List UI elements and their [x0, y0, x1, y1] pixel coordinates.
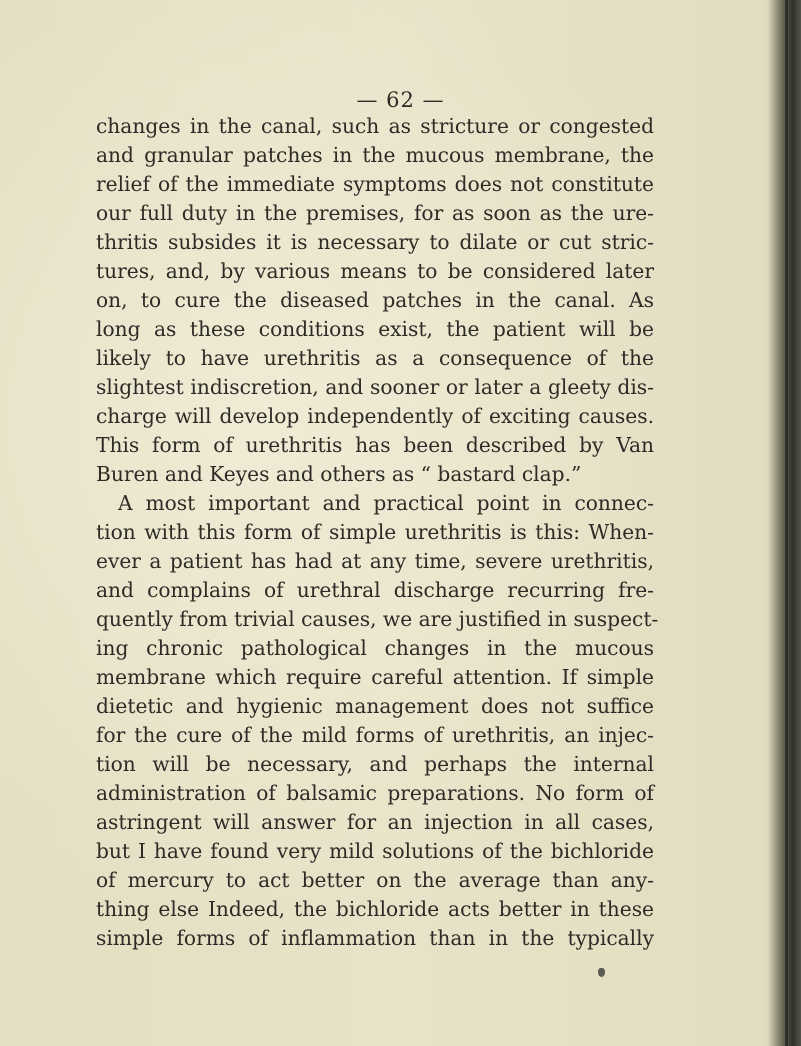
text-line: but I have found very mild solutions of the bichloride	[96, 839, 654, 863]
body-text	[96, 112, 659, 953]
text-line: our full duty in the premises, for as soon as the ure-	[96, 201, 654, 225]
text-line: relief of the immediate symptoms does not constitute	[96, 172, 654, 196]
text-line: likely to have urethritis as a consequence of the	[96, 346, 654, 370]
text-line: charge will develop independently of exciting causes.	[96, 404, 654, 428]
text-line: ever a patient has had at any time, severe urethritis,	[96, 549, 654, 573]
text-line: thing else Indeed, the bichloride acts better in these	[96, 897, 654, 921]
text-line: membrane which require careful attention. If simple	[96, 665, 654, 689]
text-line: and granular patches in the mucous membrane, the	[96, 143, 654, 167]
text-line: on, to cure the diseased patches in the canal. As	[96, 288, 654, 312]
text-line: long as these conditions exist, the patient will be	[96, 317, 654, 341]
text-line: slightest indiscretion, and sooner or later a gleety dis-	[96, 375, 654, 399]
page-number: — 62 —	[356, 88, 445, 112]
text-line: quently from trivial causes, we are justified in suspect-	[96, 607, 659, 631]
text-line: thritis subsides it is necessary to dilate or cut stric-	[96, 230, 654, 254]
page-edge-shadow	[767, 0, 801, 1046]
text-line: Buren and Keyes and others as “ bastard clap.”	[96, 462, 582, 486]
text-line: ing chronic pathological changes in the mucous	[96, 636, 654, 660]
text-line: of mercury to act better on the average than any-	[96, 868, 654, 892]
text-line: A most important and practical point in connec-	[118, 491, 654, 515]
ink-speck	[598, 968, 605, 977]
text-line: This form of urethritis has been described by Van	[96, 433, 654, 457]
text-line: dietetic and hygienic management does not suffice	[96, 694, 654, 718]
text-line: administration of balsamic preparations. No form of	[96, 781, 654, 805]
text-line: changes in the canal, such as stricture or congested	[96, 114, 654, 138]
text-line: tion with this form of simple urethritis is this: When-	[96, 520, 654, 544]
text-line: simple forms of inflammation than in the typically	[96, 926, 654, 950]
text-line: for the cure of the mild forms of urethritis, an injec-	[96, 723, 654, 747]
text-line: and complains of urethral discharge recurring fre-	[96, 578, 654, 602]
text-line: tures, and, by various means to be considered later	[96, 259, 654, 283]
text-line: tion will be necessary, and perhaps the internal	[96, 752, 654, 776]
text-line: astringent will answer for an injection in all cases,	[96, 810, 654, 834]
